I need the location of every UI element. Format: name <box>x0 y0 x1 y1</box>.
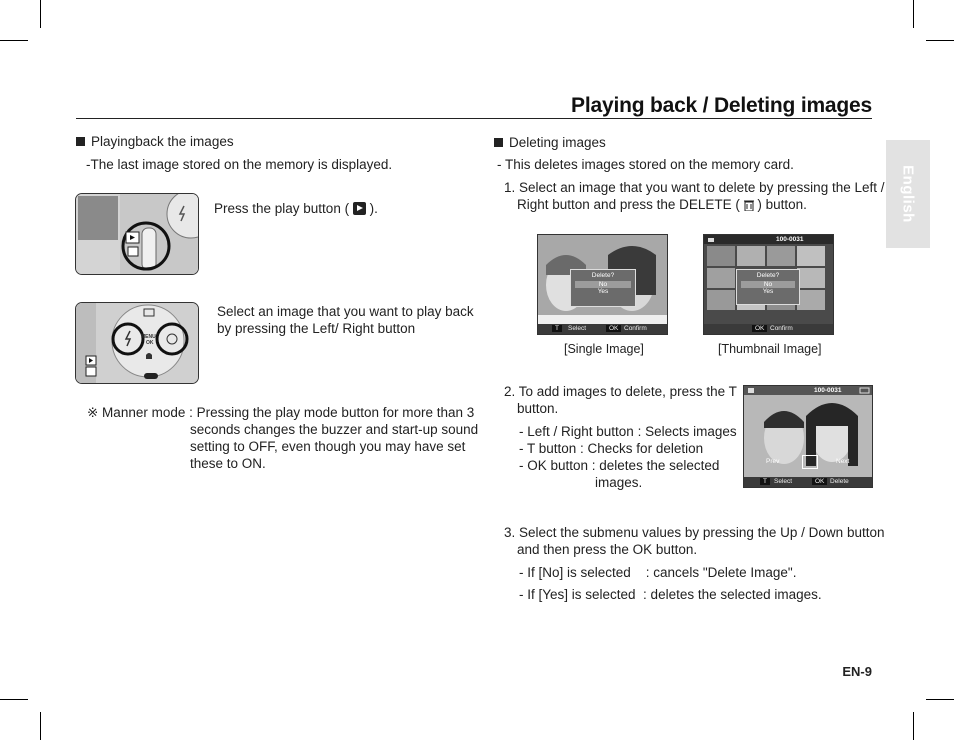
step2-line1: Select an image that you want to play back <box>217 304 474 319</box>
camera-menu-label: MENU <box>141 334 156 340</box>
prev-label: Prev <box>766 458 780 465</box>
option-yes: Yes <box>597 288 609 295</box>
square-bullet-icon <box>494 138 503 147</box>
crop-mark <box>0 40 28 41</box>
delete-prompt: Delete? <box>591 272 615 279</box>
right-heading: Deleting images <box>494 134 606 151</box>
page-number: EN-9 <box>842 664 872 679</box>
single-screen-bar <box>538 324 667 334</box>
left-heading: Playingback the images <box>76 133 234 150</box>
crop-mark <box>40 712 41 740</box>
caption-single-image: [Single Image] <box>564 342 644 356</box>
confirm-label: Confirm <box>624 325 647 332</box>
camera-back-drawing <box>76 194 198 274</box>
left-intro: -The last image stored on the memory is displayed. <box>86 157 393 172</box>
crop-mark <box>913 712 914 740</box>
select-label: Select <box>774 478 793 485</box>
camera-dial-illustration <box>75 302 199 384</box>
option-no: No <box>741 281 795 288</box>
delete-step2-sub2: - T button : Checks for deletion <box>519 441 704 456</box>
crop-mark <box>0 699 28 700</box>
delete-step2-line1: 2. To add images to delete, press the T <box>504 384 737 399</box>
trash-icon <box>744 198 754 210</box>
select-label: Select <box>568 325 587 332</box>
crop-mark <box>926 699 954 700</box>
confirm-label: Confirm <box>770 325 793 332</box>
delete-step2-sub4: images. <box>595 475 643 490</box>
crop-mark <box>40 0 41 28</box>
delete-dialog <box>570 269 636 307</box>
delete-step3-sub1: - If [No] is selected : cancels "Delete Image". <box>519 565 797 580</box>
square-bullet-icon <box>76 137 85 146</box>
multi-select-screen <box>743 385 873 488</box>
note-line4: these to ON. <box>190 456 266 471</box>
title-rule <box>76 118 872 119</box>
camera-play-button-illustration <box>75 193 199 275</box>
language-tab-label: English <box>899 165 917 223</box>
delete-dialog-thumb <box>736 269 800 305</box>
thumbnail-image-screen <box>703 234 834 335</box>
delete-step1-line1: 1. Select an image that you want to delete by pressing the Left / <box>504 180 885 195</box>
ok-key-badge: OK <box>812 478 827 485</box>
crop-mark <box>926 40 954 41</box>
multi-screen-bar <box>744 477 872 487</box>
page-title: Playing back / Deleting images <box>571 94 872 117</box>
file-number: 100-0031 <box>814 387 842 394</box>
delete-step2-sub1: - Left / Right button : Selects images <box>519 424 737 439</box>
ok-key-badge: OK <box>606 325 621 332</box>
delete-step3-line1: 3. Select the submenu values by pressing the Up / Down button <box>504 525 885 540</box>
t-key-badge: T <box>552 325 562 332</box>
step1-instruction: Press the play button ( ). <box>214 201 378 216</box>
camera-ok-label: OK <box>146 340 154 346</box>
couple-photo <box>744 386 872 487</box>
delete-step3-line2: and then press the OK button. <box>517 542 698 557</box>
option-no: No <box>575 281 631 288</box>
crop-mark <box>913 0 914 28</box>
next-label: Next <box>836 458 850 465</box>
delete-step3-sub2: - If [Yes] is selected : deletes the selected images. <box>519 587 822 602</box>
delete-step2-sub3: - OK button : deletes the selected <box>519 458 720 473</box>
ok-key-badge: OK <box>752 325 767 332</box>
note-line2: seconds changes the buzzer and start-up sound <box>190 422 479 437</box>
language-tab <box>886 140 930 248</box>
single-image-screen <box>537 234 668 335</box>
file-number: 100-0031 <box>776 236 804 243</box>
delete-step2-line2: button. <box>517 401 559 416</box>
right-intro: - This deletes images stored on the memory card. <box>497 157 794 172</box>
caption-thumbnail-image: [Thumbnail Image] <box>718 342 822 356</box>
delete-step1-line2: Right button and press the DELETE ( ) button. <box>517 197 807 212</box>
play-button-icon <box>353 202 366 215</box>
thumb-screen-bar <box>704 324 833 334</box>
note-line3: setting to OFF, even though you may have set <box>190 439 466 454</box>
camera-dial-drawing <box>76 303 198 383</box>
delete-prompt: Delete? <box>756 272 780 279</box>
option-yes: Yes <box>762 288 774 295</box>
delete-check-icon <box>802 455 818 469</box>
note-line1: ※ Manner mode : Pressing the play mode button for more than 3 <box>87 405 475 420</box>
delete-label: Delete <box>830 478 849 485</box>
step2-line2: by pressing the Left/ Right button <box>217 321 416 336</box>
t-key-badge: T <box>760 478 770 485</box>
